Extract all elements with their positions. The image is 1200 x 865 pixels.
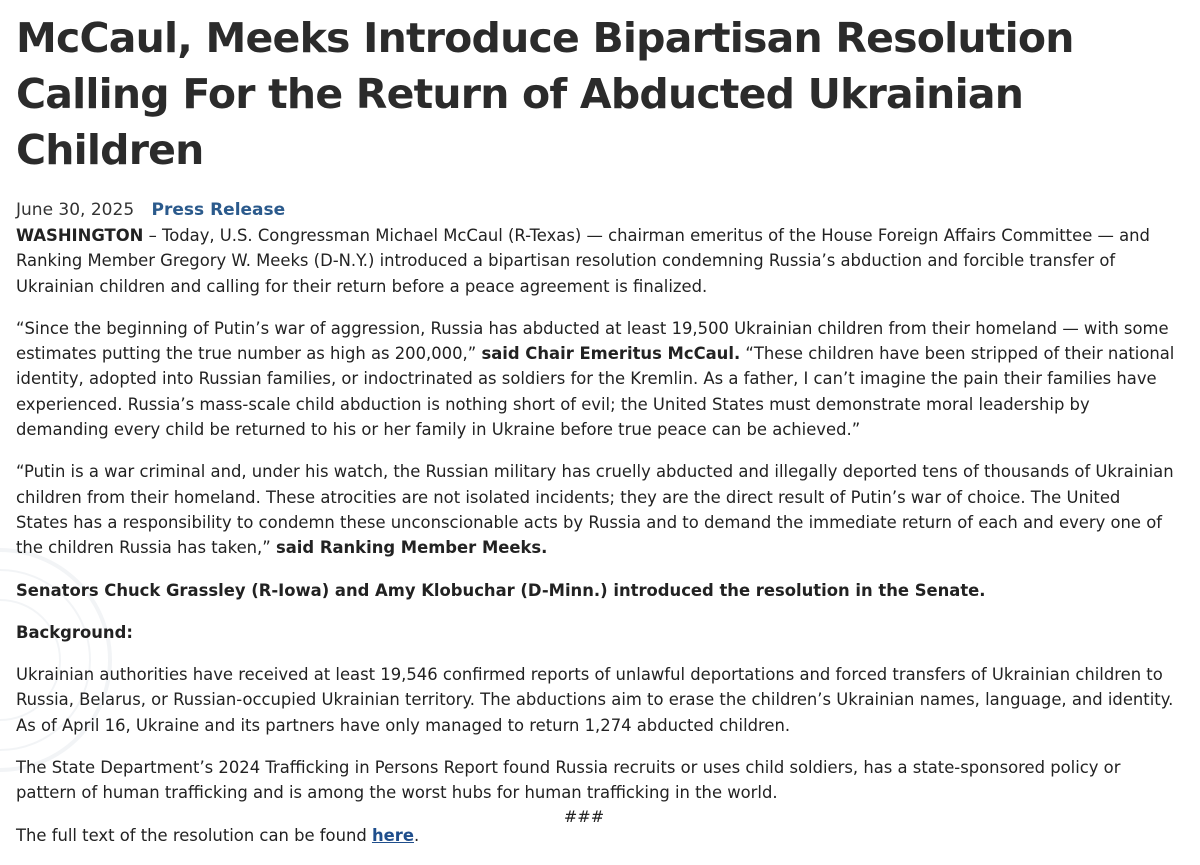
article-meta xyxy=(16,198,1176,223)
fulltext-prefix: The full text of the resolution can be found xyxy=(16,825,372,845)
quote1-part2: “These children have been stripped of their national identity, adopted into Russian families, or indoctrinated as soldiers for the Kremlin. As a father, I can’t imagine the pain their families have experienced. Russia’s mass-scale child abduction is nothing short of evil; the United States must demonstrate moral leadership by demanding every child be returned to his or her family in Ukraine before true peace can be achieved.” xyxy=(16,344,1175,440)
senate-note: Senators Chuck Grassley (R-Iowa) and Amy Klobuchar (D-Minn.) introduced the resolution in the Senate. xyxy=(16,580,986,600)
background-paragraph-1: Ukrainian authorities have received at least 19,546 confirmed reports of unlawful deportations and forced transfers of Ukrainian children to Russia, Belarus, or Russian-occupied Ukrainian territory. The abductions aim to erase the children’s Ukrainian names, language, and identity. As of April 16, Ukraine and its partners have only managed to return 1,274 abducted children. xyxy=(16,665,1174,735)
meeks-quote-paragraph xyxy=(16,459,1176,560)
lead-text: – Today, U.S. Congressman Michael McCaul (R-Texas) — chairman emeritus of the House Foreign Affairs Committee — and Ranking Member Gregory W. Meeks (D-N.Y.) introduced a bipartisan resolution condemning Russia’s abduction and forcible transfer of Ukrainian children and calling for their return before a peace agreement is finalized. xyxy=(16,226,1150,296)
press-release-article xyxy=(16,10,1176,865)
background-paragraph-2: The State Department’s 2024 Trafficking in Persons Report found Russia recruits or uses child soldiers, has a state-sponsored policy or pattern of human trafficking and is among the worst hubs for human trafficking in the world. xyxy=(16,758,1121,803)
lead-paragraph xyxy=(16,223,1176,299)
quote1-part1: “Since the beginning of Putin’s war of aggression, Russia has abducted at least 19,500 Ukrainian children from their homeland — with some estimates putting the true number as high as 200,000,” xyxy=(16,318,1169,364)
quote2-text: “Putin is a war criminal and, under his watch, the Russian military has cruelly abducted and illegally deported tens of thousands of Ukrainian children from their homeland. These atrocities are not isolated incidents; they are the direct result of Putin’s war of choice. The United States has a responsibility to condemn these unconscionable acts by Russia and to demand the immediate return of each and every one of the children Russia has taken,” xyxy=(16,462,1174,558)
mccaul-quote-paragraph xyxy=(16,316,1176,442)
dateline: WASHINGTON xyxy=(16,226,144,245)
category-link[interactable]: Press Release xyxy=(151,200,286,220)
end-mark: ### xyxy=(563,807,605,826)
publish-date: June 30, 2025 xyxy=(16,200,135,220)
fulltext-suffix: . xyxy=(413,825,420,845)
background-heading: Background: xyxy=(16,622,133,642)
page-title: McCaul, Meeks Introduce Bipartisan Resolution Calling For the Return of Abducted Ukrainian Children xyxy=(16,14,1074,174)
quote1-attribution: said Chair Emeritus McCaul. xyxy=(481,344,741,364)
resolution-text-link[interactable]: here xyxy=(371,825,414,845)
quote2-attribution: said Ranking Member Meeks. xyxy=(275,538,548,558)
